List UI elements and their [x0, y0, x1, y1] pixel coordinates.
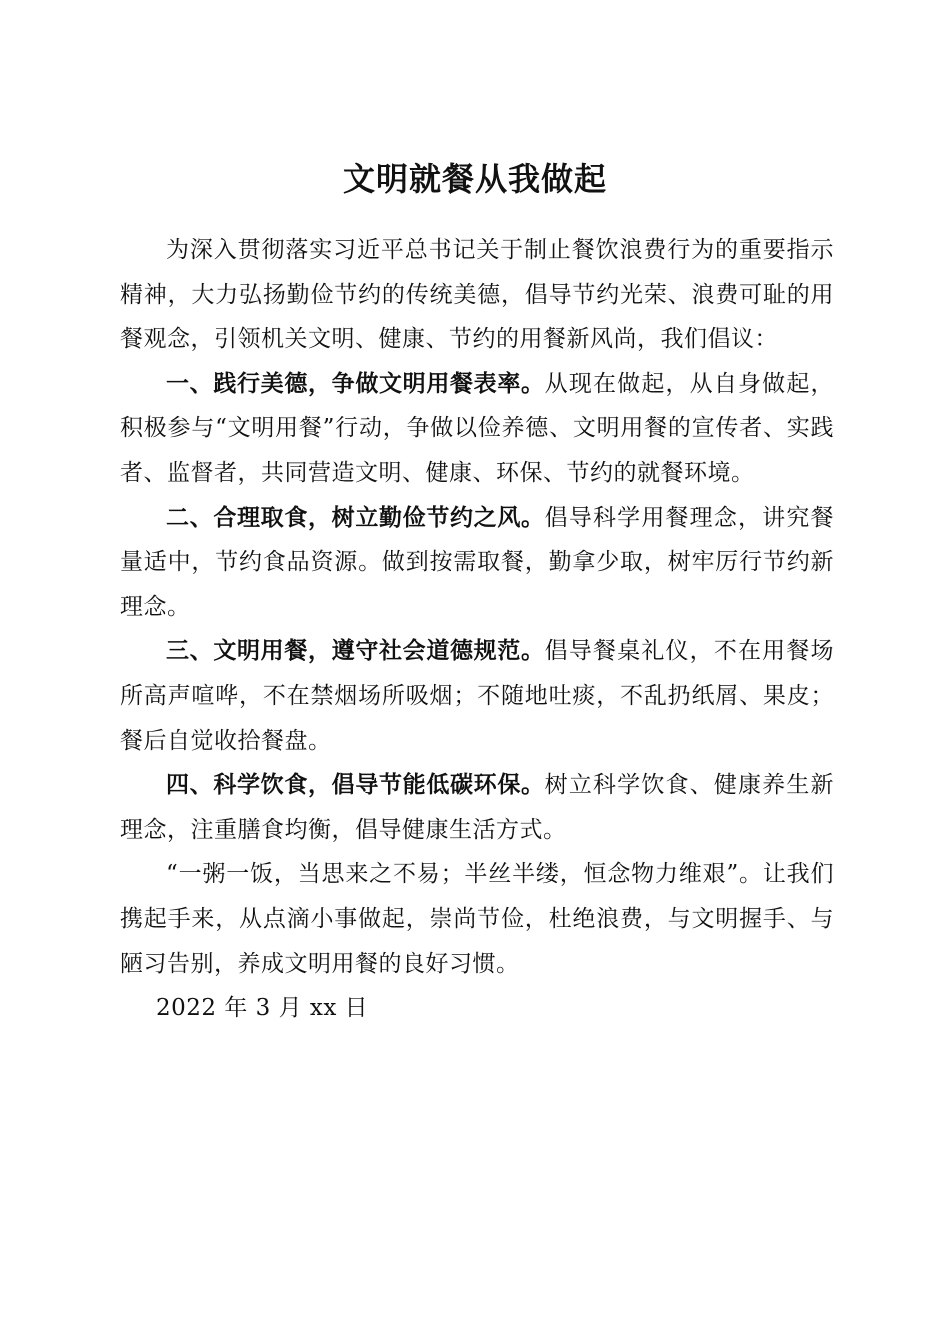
proposal-heading-3: 三、文明用餐，遵守社会道德规范。: [166, 638, 545, 665]
document-body: [120, 228, 834, 1031]
proposal-text-3: 倡导餐桌礼仪，不在用餐场所高声喧哗，不在禁烟场所吸烟；不随地吐痰，不乱扔纸屑、果皮；餐后自觉收拾餐盘。: [120, 638, 835, 754]
proposal-text-2: 倡导科学用餐理念，讲究餐量适中，节约食品资源。做到按需取餐，勤拿少取，树牢厉行节约新理念。: [120, 504, 835, 620]
proposal-item-4: [120, 763, 834, 852]
closing-paragraph: “一粥一饭，当思来之不易；半丝半缕，恒念物力维艰”。让我们携起手来，从点滴小事做起，崇尚节俭，杜绝浪费，与文明握手、与陋习告别，养成文明用餐的良好习惯。: [120, 861, 834, 977]
proposal-text-4: 树立科学饮食、健康养生新理念，注重膳食均衡，倡导健康生活方式。: [120, 772, 835, 843]
proposal-text-1: 从现在做起，从自身做起，积极参与“文明用餐”行动，争做以俭养德、文明用餐的宣传者、实践者、监督者，共同营造文明、健康、环保、节约的就餐环境。: [120, 370, 835, 486]
proposal-heading-1: 一、践行美德，争做文明用餐表率。: [166, 370, 545, 397]
document-title: 文明就餐从我做起: [342, 160, 607, 199]
proposal-item-1: [120, 362, 834, 496]
proposal-item-3: [120, 629, 834, 763]
document-date: 2022 年 3 月 xx 日: [156, 995, 369, 1022]
intro-paragraph: 为深入贯彻落实习近平总书记关于制止餐饮浪费行为的重要指示精神，大力弘扬勤俭节约的传统美德，倡导节约光荣、浪费可耻的用餐观念，引领机关文明、健康、节约的用餐新风尚，我们倡议：: [120, 237, 834, 353]
proposal-heading-4: 四、科学饮食，倡导节能低碳环保。: [166, 772, 545, 799]
proposal-item-2: [120, 496, 834, 630]
proposal-heading-2: 二、合理取食，树立勤俭节约之风。: [166, 504, 545, 531]
